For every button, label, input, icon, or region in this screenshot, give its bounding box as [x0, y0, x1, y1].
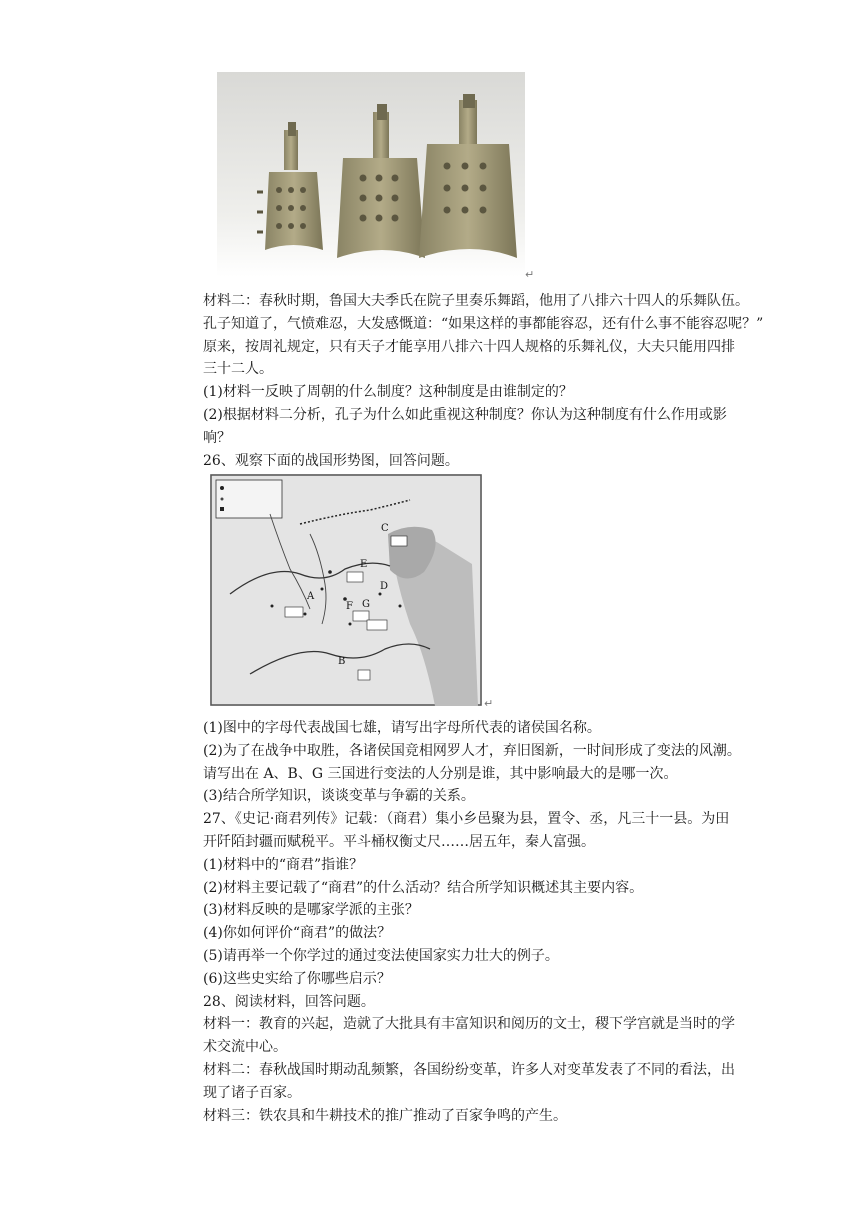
text-line: (3)材料反映的是哪家学派的主张？ — [203, 902, 419, 919]
text-line: 术交流中心。 — [203, 1039, 287, 1056]
text-line: 材料三：铁农具和牛耕技术的推广推动了百家争鸣的产生。 — [203, 1107, 567, 1124]
map-letter: E — [360, 559, 368, 570]
map-letter: C — [381, 523, 389, 534]
text-line: 请写出在 A、B、G 三国进行变法的人分别是谁，其中影响最大的是哪一次。 — [203, 765, 678, 782]
text-line: (1)材料中的“商君”指谁？ — [203, 856, 364, 873]
text-line: 26、观察下面的战国形势图，回答问题。 — [203, 452, 459, 469]
text-line: (2)材料主要记载了“商君”的什么活动？结合所学知识概述其主要内容。 — [203, 879, 644, 896]
text-line: 材料二：春秋时期，鲁国大夫季氏在院子里奏乐舞蹈，他用了八排六十四人的乐舞队伍。 — [203, 293, 749, 309]
text-line: 28、阅读材料，回答问题。 — [203, 993, 375, 1010]
map-letter: F — [346, 601, 353, 612]
text-line: (1)图中的字母代表战国七雄，请写出字母所代表的诸侯国名称。 — [203, 720, 601, 736]
text-line: (5)请再举一个你学过的通过变法使国家实力壮大的例子。 — [203, 947, 559, 964]
text-line: 三十二人。 — [203, 361, 273, 378]
map-letter: A — [307, 591, 315, 602]
text-line: 响？ — [203, 429, 231, 446]
text-line: (4)你如何评价“商君”的做法？ — [203, 925, 392, 942]
text-line: 现了诸子百家。 — [203, 1084, 301, 1101]
text-line: (6)这些史实给了你哪些启示？ — [203, 970, 391, 987]
text-line: 27、《史记·商君列传》记载：（商君）集小乡邑聚为县，置令、丞，凡三十一县。为田 — [203, 811, 730, 828]
text-line: 开阡陌封疆而赋税平。平斗桶权衡丈尺……居五年，秦人富强。 — [203, 833, 595, 850]
text-line: 孔子知道了，气愤难忍，大发感慨道：“如果这样的事都能容忍，还有什么事不能容忍呢？” — [203, 315, 764, 332]
text-line: (2)为了在战争中取胜，各诸侯国竞相网罗人才，弃旧图新，一时间形成了变法的风潮。 — [203, 742, 741, 759]
text-line: (3)结合所学知识，谈谈变革与争霸的关系。 — [203, 788, 475, 805]
text-block-lower — [203, 717, 791, 1127]
bronze-bells-image — [217, 72, 525, 277]
paragraph-mark-icon: ↵ — [525, 268, 535, 281]
text-line: (2)根据材料二分析，孔子为什么如此重视这种制度？你认为这种制度有什么作用或影 — [203, 406, 727, 423]
text-line: 材料一：教育的兴起，造就了大批具有丰富知识和阅历的文士，稷下学宫就是当时的学 — [203, 1016, 735, 1033]
text-line: (1)材料一反映了周朝的什么制度？这种制度是由谁制定的？ — [203, 384, 573, 401]
map-legend — [216, 480, 282, 518]
text-line: 原来，按周礼规定，只有天子才能享用八排六十四人规格的乐舞礼仪，大夫只能用四排 — [203, 338, 735, 355]
text-line: 材料二：春秋战国时期动乱频繁，各国纷纷变革，许多人对变革发表了不同的看法，出 — [203, 1061, 735, 1078]
paragraph-mark-icon: ↵ — [484, 697, 494, 710]
warring-states-map — [210, 474, 482, 706]
text-block-upper — [203, 290, 791, 472]
map-letter: G — [362, 599, 370, 610]
map-letter: D — [380, 581, 389, 592]
map-letter: B — [338, 656, 346, 667]
